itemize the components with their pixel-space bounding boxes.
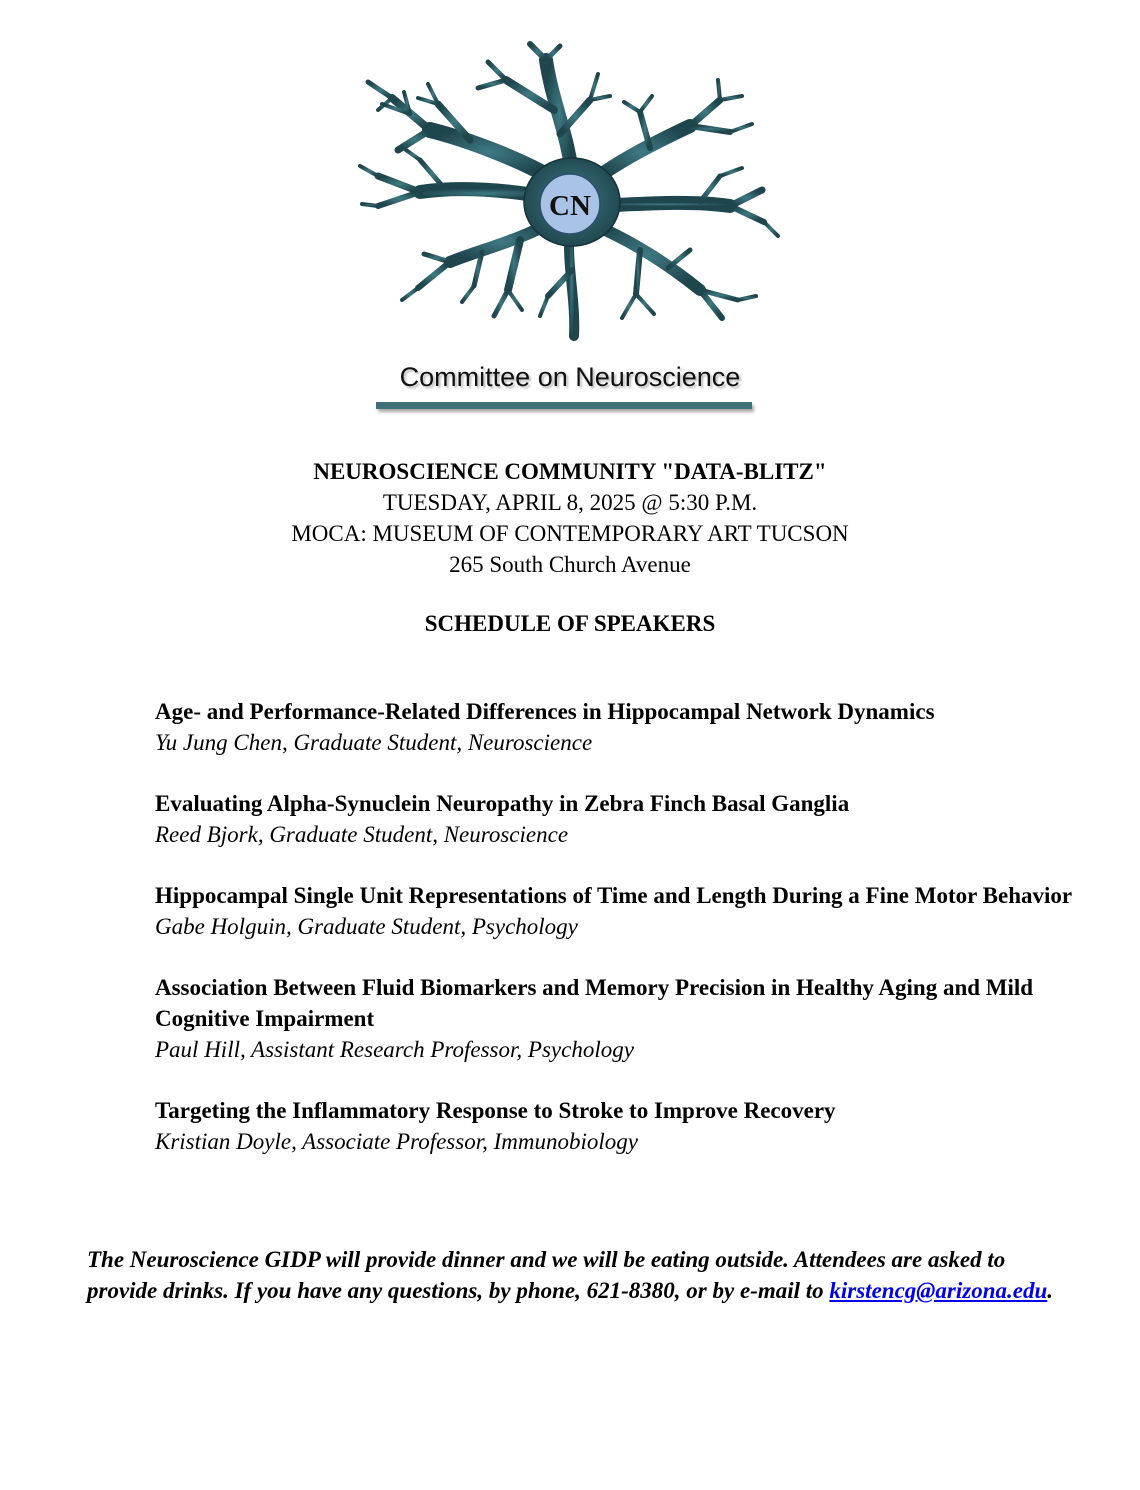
talk-speaker: Gabe Holguin, Graduate Student, Psychology [155, 914, 578, 939]
talk-title: Evaluating Alpha-Synuclein Neuropathy in Zebra Finch Basal Ganglia [155, 791, 850, 816]
talk-speaker: Yu Jung Chen, Graduate Student, Neuroscience [155, 730, 593, 755]
schedule-heading: SCHEDULE OF SPEAKERS [424, 611, 716, 636]
talk-title: Association Between Fluid Biomarkers and Memory Precision in Healthy Aging and Mild Cognitive Impairment [155, 975, 1034, 1031]
talk-title: Age- and Performance-Related Differences in Hippocampal Network Dynamics [155, 699, 935, 724]
talk-item [155, 788, 1085, 850]
org-name: Committee on Neuroscience [399, 362, 741, 392]
talk-item [155, 880, 1085, 942]
footer-end: . [1047, 1278, 1054, 1303]
talk-title: Targeting the Inflammatory Response to Stroke to Improve Recovery [155, 1098, 836, 1123]
talk-speaker: Kristian Doyle, Associate Professor, Immunobiology [155, 1129, 638, 1154]
footer-note [87, 1244, 1077, 1306]
talk-item [155, 696, 1085, 758]
talk-item [155, 1095, 1085, 1157]
org-name-underline [376, 402, 752, 409]
logo-initials: CN [549, 190, 591, 222]
neuron-logo [340, 40, 780, 350]
talk-speaker: Paul Hill, Assistant Research Professor, Psychology [155, 1037, 634, 1062]
talk-speaker: Reed Bjork, Graduate Student, Neuroscience [155, 822, 569, 847]
footer-text: The Neuroscience GIDP will provide dinner and we will be eating outside. Attendees are asked to provide drinks. If you have any questions, by phone, 621-8380, or by e-mail to [87, 1247, 1006, 1303]
event-title: NEUROSCIENCE COMMUNITY "DATA-BLITZ" [313, 459, 827, 484]
talk-item [155, 972, 1085, 1065]
event-address: 265 South Church Avenue [449, 552, 691, 577]
contact-email-link[interactable]: kirstencg@arizona.edu [829, 1278, 1048, 1303]
event-venue: MOCA: MUSEUM OF CONTEMPORARY ART TUCSON [291, 521, 849, 546]
talk-title: Hippocampal Single Unit Representations of Time and Length During a Fine Motor Behavior [155, 883, 1073, 908]
talk-list [155, 696, 1085, 1187]
event-date-time: TUESDAY, APRIL 8, 2025 @ 5:30 P.M. [382, 490, 758, 515]
